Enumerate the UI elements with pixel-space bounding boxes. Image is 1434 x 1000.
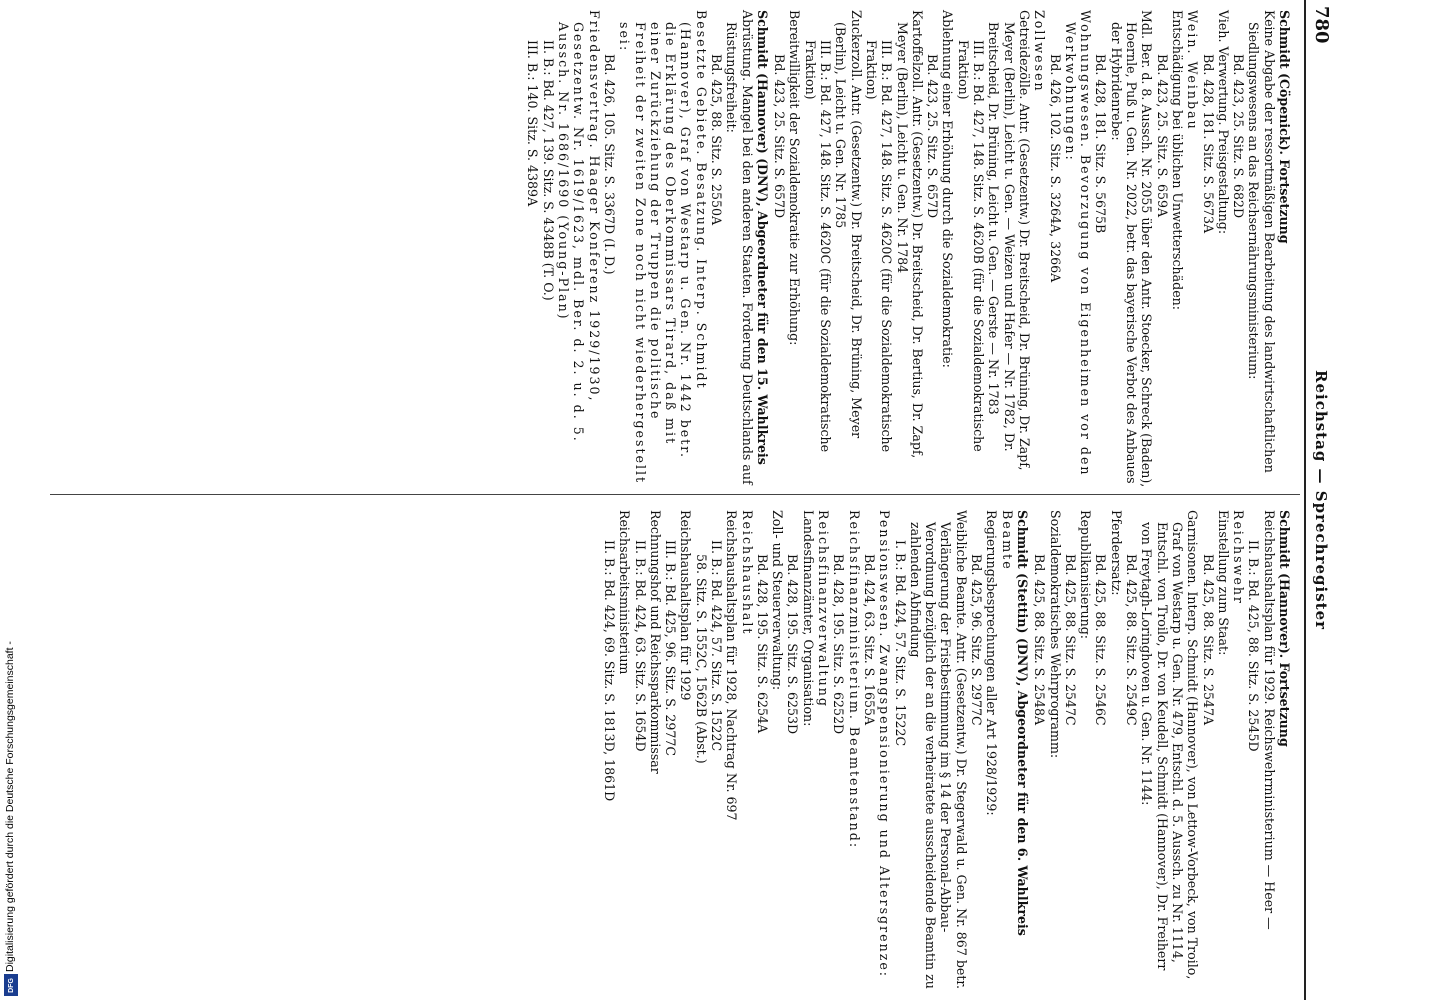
session-reference: 58. Sitz. S. 1552C, 1562B (Abst.) [693,554,709,764]
session-reference: Bd. 425, 88. Sitz. S. 2548A [1032,554,1048,726]
session-reference: II. B.: Bd. 424, 63. Sitz. S. 1654D [632,540,648,752]
register-entry: Reichshaushaltsplan für 1929. Reichswehrministerium — Heer — [1261,510,1277,930]
session-reference: Bd. 428, 195. Sitz. S. 6253D [785,554,801,735]
session-reference: Bd. 428, 181. Sitz. S. 5675B [1093,54,1109,234]
page-number: 780 [1311,6,1332,44]
session-reference: III. B.: 140. Sitz. S. 4389A [525,40,541,207]
right-column [601,510,1294,994]
session-reference: Bd. 425, 88. Sitz. S. 2546C [1093,554,1109,726]
page-header [1300,0,1334,1000]
register-entry: Friedensvertrag. Haager Konferenz 1929/1930, Gesetzentw. Nr. 1619/1623, mdl. Ber. d. 2. u. d. 5. Aussch. Nr. 1686/1690 (Young-Plan) [556,10,602,449]
register-entry: Pensionswesen. Zwangspensionierung und Altersgrenze: [877,510,893,979]
register-entry: Reichshaushaltsplan für 1928, Nachtrag Nr. 697 [724,510,740,821]
register-entry: Abrüstung. Mangel bei den anderen Staaten. Forderung Deutschlands auf Rüstungsfreiheit: [724,10,755,489]
register-entry: Regierungsbesprechungen aller Art 1928/1929: [984,510,1000,816]
register-entry: Sozialdemokratisches Wehrprogramm: [1047,510,1063,759]
register-entry: Beamte [999,510,1015,571]
session-reference: Bd. 425, 88. Sitz. S. 2547A [1200,554,1216,726]
register-entry: Entschädigung bei üblichen Unwetterschäden: [1169,10,1185,310]
header-rule [1304,0,1306,1000]
session-reference: III. B.: Bd. 427, 148. Sitz. S. 4620C (für die Sozialdemokratische Fraktion) [802,40,834,457]
register-entry: Landesfinanzämter, Organisation: [800,510,816,727]
left-column [525,10,1294,490]
register-entry: Mdl. Ber. d. 8. Aussch. Nr. 2055 über den Antr. Stoecker, Schreck (Baden), Hoernle, Puß u. Gen. Nr. 2022, betr. das bayerische Verbot des Anbaues der Hybridenrebe: [1108,10,1155,492]
session-reference: Bd. 426, 105. Sitz. S. 3367D (I. D.) [601,54,617,275]
session-reference: Bd. 426, 102. Sitz. S. 3264A, 3266A [1047,54,1063,283]
running-title: Reichstag — Sprechregister [1312,369,1330,631]
register-entry: Zollwesen [1032,10,1048,93]
speaker-heading: Schmidt (Stettin) (DNV), Abgeordneter für den 6. Wahlkreis [1014,510,1030,936]
session-reference: Bd. 423, 25. Sitz. S. 659A [1154,54,1170,218]
dfg-logo [4,974,18,996]
register-entry: Kartoffelzoll. Antr. (Gesetzentw.) Dr. Breitscheid, Dr. Bertius, Dr. Zapf, Meyer (Berlin), Leicht u. Gen. Nr. 1784 [894,10,925,463]
session-reference: Bd. 428, 195. Sitz. S. 6252D [831,554,847,735]
session-reference: II. B.: Bd. 424, 69. Sitz. S. 1813D, 1861D [601,540,617,802]
session-reference: Bd. 425, 88. Sitz. S. 2550A [709,54,725,226]
register-entry: Zuckerzoll. Antr. (Gesetzentw.) Dr. Breitscheid, Dr. Brüning, Meyer (Berlin), Leicht u. Gen. Nr. 1785 [833,10,864,443]
footer-credit: Digitalisierung gefördert durch die Deutsche Forschungsgemeinschaft - [4,641,16,972]
session-reference: II. B.: Bd. 424, 57. Sitz. S. 1522C [709,540,725,752]
register-entry: Reichsfinanzverwaltung [816,510,832,708]
register-entry: Ablehnung einer Erhöhung durch die Sozialdemokratie: [940,10,956,368]
register-entry: Wein. Weinbau [1185,10,1201,131]
session-reference: Bd. 425, 96. Sitz. S. 2977C [969,554,985,726]
session-reference: Bd. 423, 25. Sitz. S. 657D [772,54,788,219]
register-entry: Reichsarbeitsministerium [617,510,633,675]
session-reference: Bd. 428, 181. Sitz. S. 5673A [1200,54,1216,234]
register-entry: Vieh. Verwertung. Preisgestaltung: [1215,10,1231,235]
session-reference: Bd. 425, 88. Sitz. S. 2549C [1124,554,1140,726]
column-divider [50,494,1300,495]
session-reference: Bd. 423, 25. Sitz. S. 682D [1231,54,1247,219]
session-reference: Bd. 425, 88. Sitz. S. 2547C [1062,554,1078,726]
register-entry: Keine Abgabe der ressortmäßigen Bearbeitung des landwirtschaftlichen Siedlungswesens an das Reichsernährungsministerium: [1246,10,1277,477]
register-entry: Reichswehr [1231,510,1247,605]
session-reference: I. B.: Bd. 424, 57. Sitz. S. 1522C [892,540,908,747]
register-entry: Pferdeersatz: [1108,510,1124,596]
register-entry: Einstellung zum Staat: [1215,510,1231,656]
session-reference: II. B.: Bd. 425, 88. Sitz. S. 2545D [1246,540,1262,752]
session-reference: III. B.: Bd. 427, 148. Sitz. S. 4620C (für die Sozialdemokratische Fraktion) [863,40,895,457]
register-entry: Bereitwilligkeit der Sozialdemokratie zur Erhöhung: [787,10,803,346]
register-entry: Wohnungswesen. Bevorzugung von Eigenheimen vor den Werkwohnungen: [1062,10,1094,483]
register-entry: Rechnungshof und Reichssparkommissar [647,510,663,774]
session-reference: III. B.: Bd. 425, 96. Sitz. S. 2977C [663,540,679,757]
digitization-footer [4,6,18,996]
session-reference: Bd. 424, 63. Sitz. S. 1655A [861,554,877,726]
register-entry: Besetzte Gebiete. Besatzung. Interp. Schmidt (Hannover), Graf von Westarp u. Gen. Nr. 1442 betr. die Erklärung des Oberkommissars Tirard, daß mit einer Zurückziehung der Truppen die politische Freiheit der zweiten Zone noch nicht wiederhergestellt sei: [617,10,709,491]
session-reference: Bd. 423, 25. Sitz. S. 657D [925,54,941,219]
register-entry: Garnisonen. Interp. Schmidt (Hannover), von Lettow-Vorbeck, von Troilo, Graf von Westarp u. Gen. Nr. 479, Entschl. d. 5. Aussch. zu Nr. 1114, Entschl. von Troilo, Dr. von Keudell, Schmidt (Hannover), Dr. Freiherr von Freytagh-Loringhoven u. Gen. Nr. 1144: [1139,510,1201,984]
register-entry: Weibliche Beamte. Antr. (Gesetzentw.) Dr. Stegerwald u. Gen. Nr. 867 betr. Verlängerung der Fristbestimmung im § 14 der Personal-Abbau-Verordnung bezüglich der an die verheiratete ausscheidende Beamtin zu zahlenden Abfindung [907,510,969,994]
speaker-heading: Schmidt (Cöpenick). Fortsetzung [1277,10,1292,244]
dfg-logo-text: DFG [7,977,15,993]
speaker-heading: Schmidt (Hannover). Fortsetzung [1277,510,1292,747]
register-entry: Reichshaushaltsplan für 1929 [678,510,694,701]
session-reference: Bd. 428, 195. Sitz. S. 6254A [754,554,770,734]
register-entry: Zoll- und Steuerverwaltung: [770,510,786,691]
register-entry: Reichshaushalt [739,510,755,636]
session-reference: II. B.: Bd. 427, 139. Sitz. S. 4348B (T. O.) [540,40,556,301]
speaker-heading: Schmidt (Hannover) (DNV), Abgeordneter für den 15. Wahlkreis [754,10,770,465]
rotated-register-page [34,0,1334,1000]
register-entry: Reichsfinanzministerium. Beamtenstand: [846,510,862,850]
session-reference: III. B.: Bd. 427, 148. Sitz. S. 4620B (für die Sozialdemokratische Fraktion) [955,40,987,456]
register-entry: Getreidezölle. Antr. (Gesetzentw.) Dr. Breitscheid, Dr. Brüning, Dr. Zapf, Meyer (Berlin), Leicht u. Gen. — Weizen und Hafer — Nr. 1782, Dr. Breitscheid, Dr. Brüning, Leicht u. Gen. — Gerste — Nr. 1783 [986,10,1032,475]
register-entry: Republikanisierung: [1078,510,1094,639]
